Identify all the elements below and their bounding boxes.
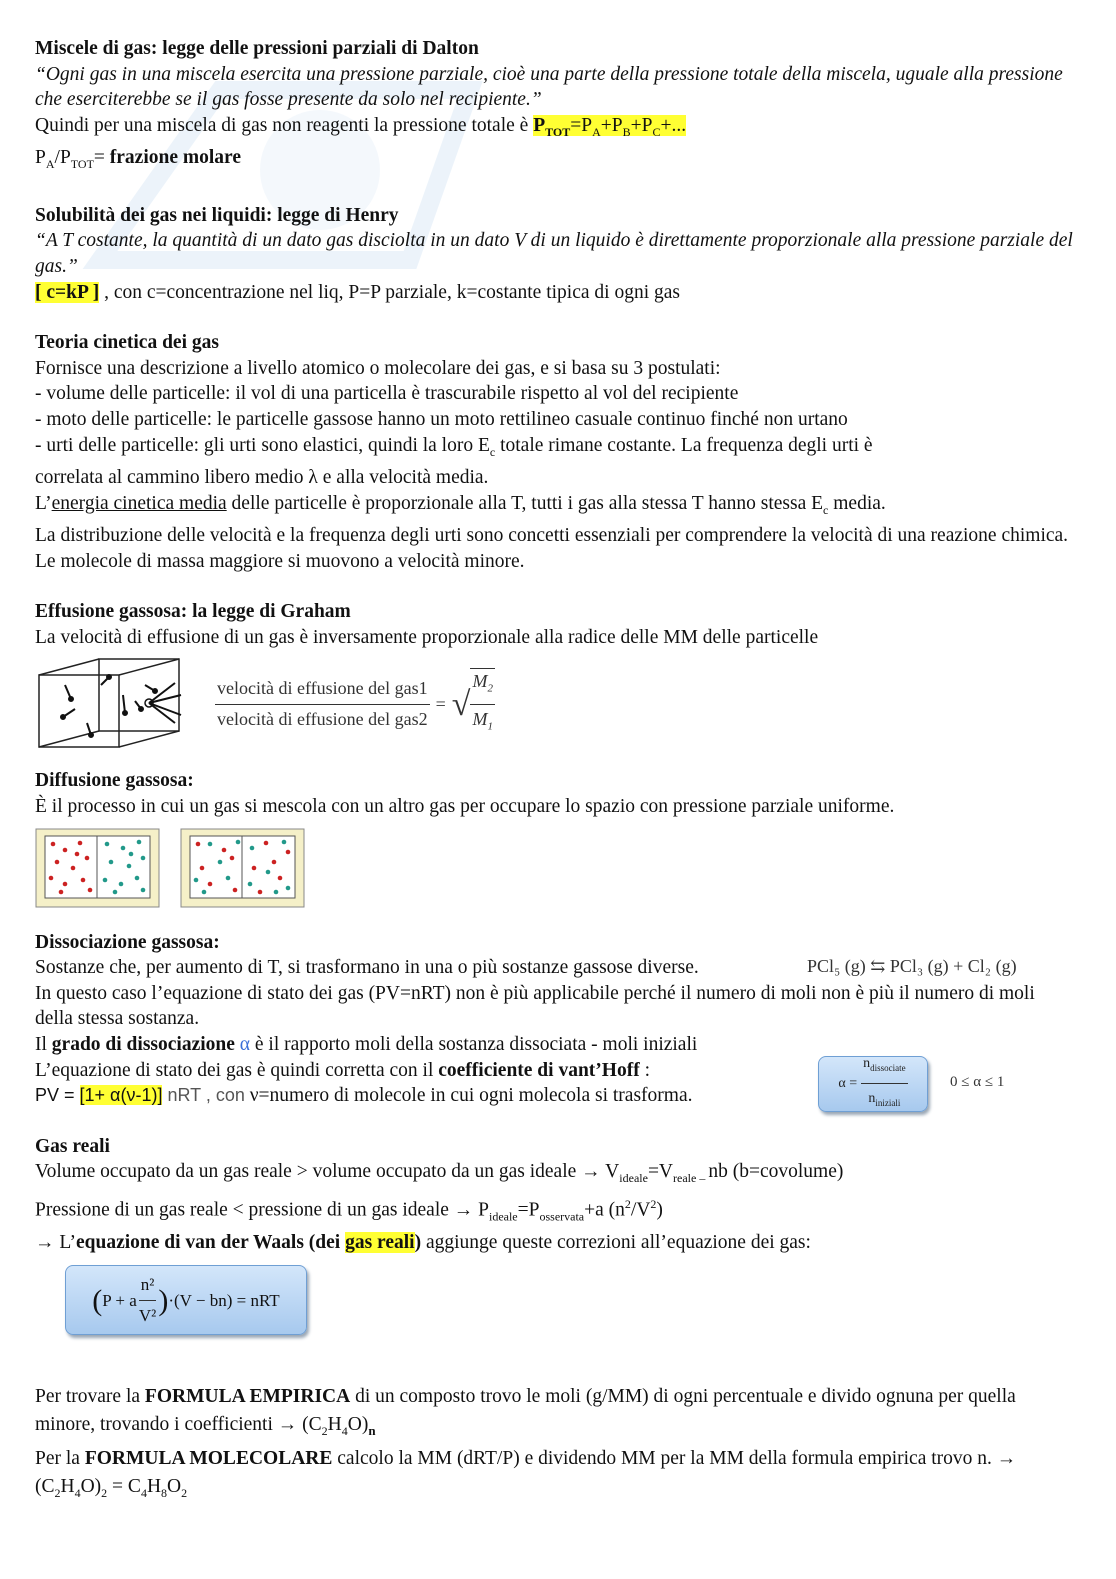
dalton-line2: $P_A/P_{TOT}=$ frazione molare bbox=[35, 147, 241, 172]
henry-title: Solubilità dei gas nei liquidi: legge di Henry bbox=[35, 204, 399, 226]
kinetic-title: Teoria cinetica dei gas bbox=[35, 332, 219, 354]
dissociation-line2: In questo caso l’equazione di stato dei gas (PV=nRT) non è più applicabile perché il numero di moli non è più il numero di moli della stessa sostanza. bbox=[35, 982, 1035, 1030]
alpha-formula: α = $\frac{n_{dissociate}}{n_{iniziali}}$ bbox=[818, 1056, 928, 1112]
kinetic-distribution: La distribuzione delle velocità e la frequenza degli urti sono concetti essenziali per comprendere la velocità di una reazione chimica. bbox=[35, 525, 1069, 547]
henry-formula-line: [ c=kP ] , con c=concentrazione nel liq, P=P parziale, k=costante tipica di ogni gas bbox=[35, 281, 680, 303]
dissociation-vanthoff: L’equazione di stato dei gas è quindi corretta con il coefficiente di vant’Hoff : bbox=[35, 1059, 650, 1081]
real-pressure: Pressione di un gas reale < pressione di un gas ideale → $P_{ideale}=P_{osservata}+a$ $(n^2/V^2)$ bbox=[35, 1196, 663, 1224]
diffusion-text: È il processo in cui un gas si mescola con un altro gas per occupare lo spazio con pressione parziale uniforme. bbox=[35, 796, 895, 818]
real-vdw-line: → L’equazione di van der Waals (dei gas reali) aggiunge queste correzioni all’equazione dei gas: bbox=[35, 1231, 811, 1253]
kinetic-postulate-3-cont: correlata al cammino libero medio λ e alla velocità media. bbox=[35, 466, 489, 488]
kinetic-postulate-3: - urti delle particelle: gli urti sono elastici, quindi la loro $E_c$ totale rimane costante. La frequenza degli urti è bbox=[35, 434, 873, 459]
kinetic-intro: Fornisce una descrizione a livello atomico o molecolare dei gas, e si basa su 3 postulati: bbox=[35, 357, 721, 379]
empirical-formula-text: Per trovare la FORMULA EMPIRICA di un composto trovo le moli (g/MM) di ogni percentuale e divido ognuna per quella minore, trovando i coefficienti → $(C_2H_4O)_n$ bbox=[35, 1386, 1016, 1439]
real-volume: Volume occupato da un gas reale > volume occupato da un gas ideale → $V_{ideale}=V_{reale -}$ nb (b=covolume) bbox=[35, 1161, 844, 1186]
kinetic-mass: Le molecole di massa maggiore si muovono a velocità minore. bbox=[35, 550, 525, 572]
dalton-formula: $P_{TOT}=P_A+P_B+P_C+$... bbox=[533, 114, 687, 139]
graham-text: La velocità di effusione di un gas è inversamente proporzionale alla radice delle MM delle particelle bbox=[35, 626, 819, 648]
dalton-quote: “Ogni gas in una miscela esercita una pressione parziale, cioè una parte della pressione totale della miscela, uguale alla pressione che eserciterebbe se il gas fosse presente da solo nel recipiente.” bbox=[35, 63, 1063, 111]
henry-quote: “A T costante, la quantità di un dato gas disciolta in un dato V di un liquido è direttamente proporzionale alla pressione parziale del gas.” bbox=[35, 230, 1073, 277]
section-formulas bbox=[35, 1383, 1075, 1507]
diffusion-after-illustration bbox=[180, 828, 305, 908]
dissociation-line1: Sostanze che, per aumento di T, si trasformano in una o più sostanze gassose diverse. bbox=[35, 957, 699, 979]
dalton-title: Miscele di gas bbox=[35, 38, 151, 59]
molecular-formula-text: Per la FORMULA MOLECOLARE calcolo la MM (dRT/P) e dividendo MM per la MM della formula empirica trovo n. → $(C_2H_4O)_2 = C_4H_8O_2$ bbox=[35, 1448, 1017, 1501]
dalton-line1: Quindi per una miscela di gas non reagenti la pressione totale è $P_{TOT}=P_A+P_B+P_C+$... bbox=[35, 114, 687, 139]
alpha-range: 0 ≤ α ≤ 1 bbox=[950, 1073, 1005, 1090]
graham-equation: $\frac{\text{velocità di effusione del gas1}}{\text{velocità di effusione del gas2}}$ = √ $\frac{M_2}{M_1}$ bbox=[215, 668, 495, 740]
effusion-box-illustration bbox=[35, 655, 185, 753]
dissociation-title: Dissociazione gassosa: bbox=[35, 931, 220, 953]
section-henry bbox=[35, 203, 1075, 305]
diffusion-title: Diffusione gassosa: bbox=[35, 770, 194, 792]
diffusion-before-illustration bbox=[35, 828, 160, 908]
section-diffusion bbox=[35, 768, 1075, 909]
kinetic-postulate-1: - volume delle particelle: il vol di una particella è trascurabile rispetto al vol del recipiente bbox=[35, 383, 739, 405]
kinetic-energy: L’energia cinetica media delle particelle è proporzionale alla T, tutti i gas alla stessa T hanno stessa $E_c$ media. bbox=[35, 492, 886, 517]
section-kinetic bbox=[35, 330, 1075, 574]
real-title: Gas reali bbox=[35, 1135, 110, 1157]
dissociation-equation: PV = [1+ α(ν-1)] nRT , con ν=numero di molecole in cui ogni molecola si trasforma. bbox=[35, 1085, 693, 1107]
dissociation-degree: Il grado di dissociazione α è il rapporto moli della sostanza dissociata - moli iniziali bbox=[35, 1034, 698, 1055]
graham-title: Effusione gassosa: la legge di Graham bbox=[35, 601, 351, 623]
section-real-gases bbox=[35, 1134, 1075, 1336]
kinetic-postulate-2: - moto delle particelle: le particelle gassose hanno un moto rettilineo casuale continuo finché non urtano bbox=[35, 408, 848, 430]
van-der-waals-equation: ( P + a $\frac{\text{n²}}{\text{V²}}$ ) ·(V − bn) = nRT bbox=[65, 1265, 307, 1335]
dissociation-reaction: PCl₅ (g) ⇆ PCl₃ (g) + Cl₂ (g) bbox=[807, 955, 1017, 976]
henry-formula: [ c=kP ] bbox=[35, 281, 100, 303]
section-dalton: Miscele di gas: legge delle pressioni parziali di Dalton “Ogni gas in una miscela esercita una pressione parziale, cioè una parte della pressione totale della miscela, uguale alla pressione che eserciterebbe se il gas fosse presente da solo nel recipiente.” Quindi per una miscela di gas non reagenti la pressione totale è $P_{TOT}=P_A+P_B+P_C+$... $P_A/P_{TOT}=$ frazione molare bbox=[35, 36, 1075, 178]
section-dissociation bbox=[35, 930, 1075, 1109]
section-graham bbox=[35, 599, 1075, 754]
